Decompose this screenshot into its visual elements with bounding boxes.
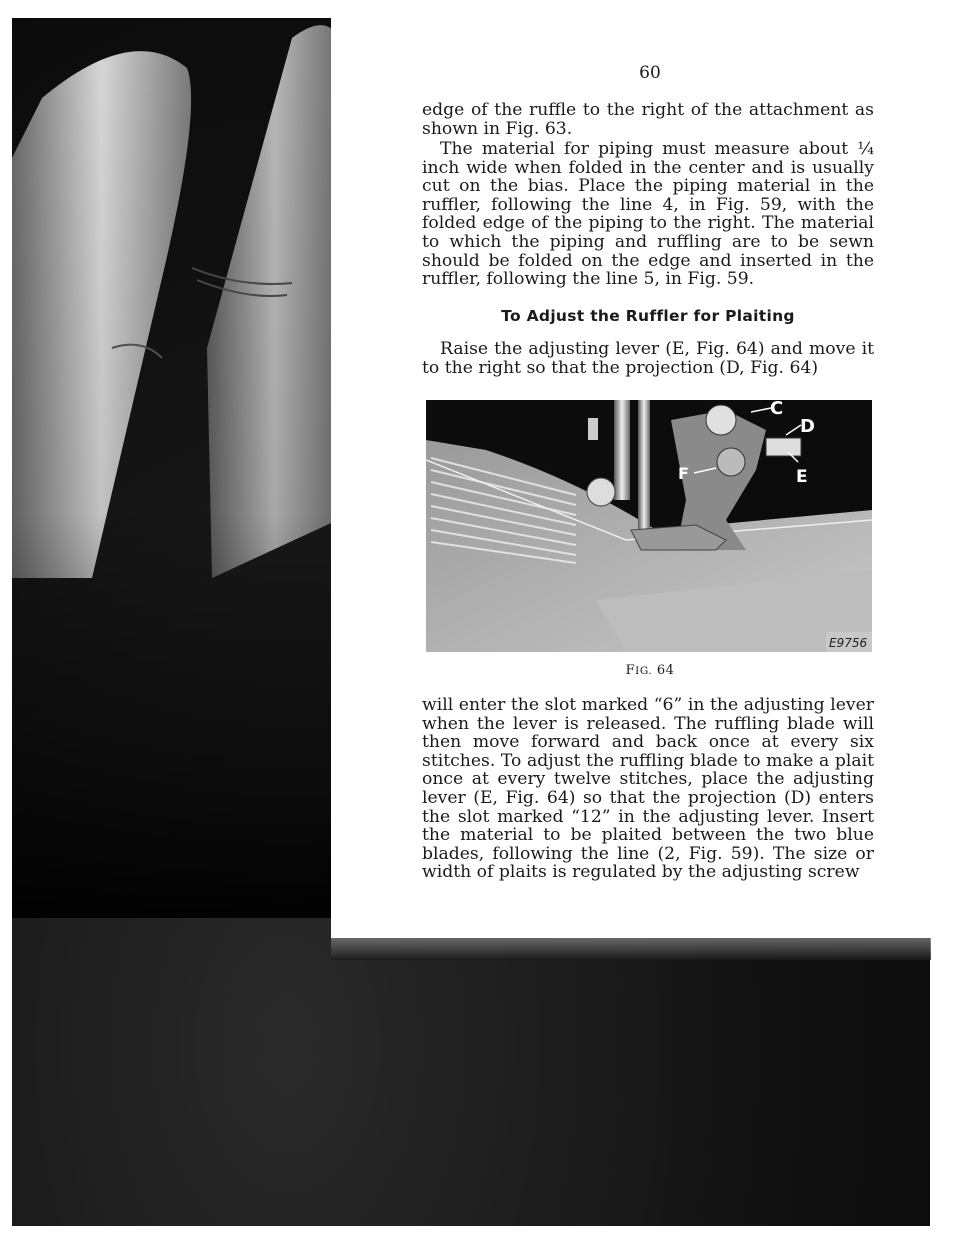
figure-label-f: F — [678, 464, 689, 483]
caption-smallcaps: IG. — [635, 665, 653, 677]
page-edge-shadow — [331, 938, 931, 960]
paragraph-slot-adjust: will enter the slot marked “6” in the adjusting lever when the lever is released. The ruffling blade will then move forward and back once at every six stitches. To adjust the ruffling blade to make a plait once at every twelve stitches, place the adjusting lever (E, Fig. 64) so that the projection (D) enters the slot marked “12” in the adjusting lever. Insert the material to be plaited between the two blue blades, following the line (2, Fig. 59). The size or width of plaits is regulated by the adjusting screw — [422, 695, 874, 883]
section-heading: To Adjust the Ruffler for Plaiting — [501, 307, 795, 325]
hand-photo — [12, 18, 342, 918]
caption-prefix: F — [625, 663, 636, 678]
figure-label-d: D — [800, 416, 815, 437]
paragraph-adjust-lever: Raise the adjusting lever (E, Fig. 64) and move it to the right so that the projection (D, Fig. 64) — [422, 339, 874, 378]
page-number: 60 — [639, 63, 661, 83]
figure-label-e: E — [796, 467, 808, 487]
figure-label-c: C — [770, 400, 784, 419]
figure-caption — [610, 663, 690, 678]
figure-code: E9756 — [829, 636, 868, 650]
paragraph-ruffle-edge: edge of the ruffle to the right of the attachment as shown in Fig. 63. — [422, 100, 874, 139]
paragraph-piping: The material for piping must measure about ¼ inch wide when folded in the center and is usually cut on the bias. Place the piping material in the ruffler, following the line 4, in Fig. 59, with the folded edge of the piping to the right. The material to which the piping and ruffling are to be sewn should be folded on the edge and inserted in the ruffler, following the line 5, in Fig. 59. — [422, 139, 874, 290]
caption-number: 64 — [656, 663, 675, 678]
figure-64-photo — [426, 400, 872, 652]
